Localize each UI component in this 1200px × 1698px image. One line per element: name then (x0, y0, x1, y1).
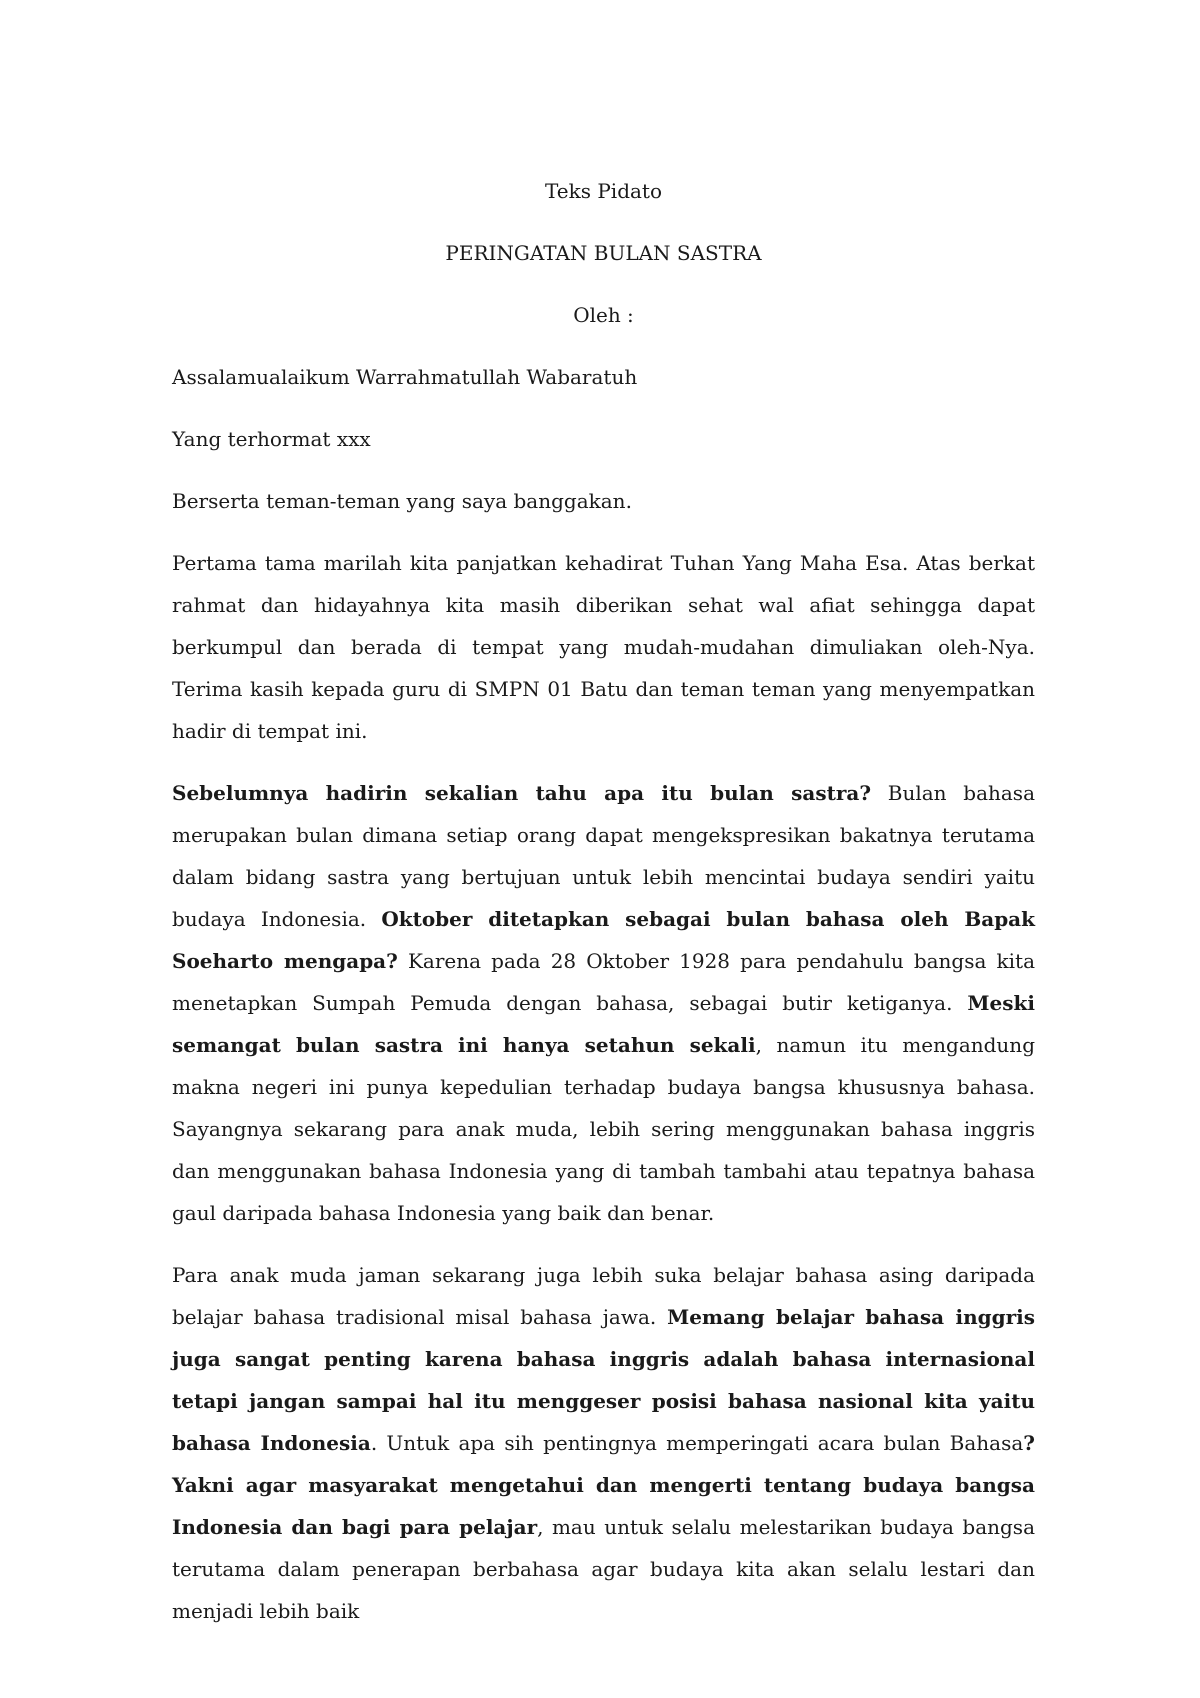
bold-statement: Memang belajar bahasa inggris juga sangat penting karena bahasa inggris adalah bahasa internasional tetapi jangan sampai hal itu menggeser posisi bahasa nasional kita yaitu bahasa Indonesia (172, 1305, 1035, 1455)
text-segment: . Untuk apa sih pentingnya memperingati acara bulan Bahasa (370, 1431, 1024, 1455)
text-segment: , namun itu mengandung makna negeri ini punya kepedulian terhadap budaya bangsa khususnya bahasa. Sayangnya sekarang para anak muda, lebih sering menggunakan bahasa inggris dan menggunakan bahasa Indonesia yang di tambah tambahi atau tepatnya bahasa gaul daripada bahasa Indonesia yang baik dan benar. (172, 1033, 1035, 1225)
bold-question-1: Sebelumnya hadirin sekalian tahu apa itu bulan sastra? (172, 781, 872, 805)
document-body (172, 170, 1035, 1652)
paragraph-opening: Pertama tama marilah kita panjatkan kehadirat Tuhan Yang Maha Esa. Atas berkat rahmat dan hidayahnya kita masih diberikan sehat wal afiat sehingga dapat berkumpul dan berada di tempat yang mudah-mudahan dimuliakan oleh-Nya. Terima kasih kepada guru di SMPN 01 Batu dan teman teman yang menyempatkan hadir di tempat ini. (172, 551, 1035, 743)
text-segment: Bulan bahasa merupakan bulan dimana setiap orang dapat mengekspresikan bakatnya terutama dalam bidang sastra yang bertujuan untuk lebih mencintai budaya sendiri yaitu budaya Indonesia. (172, 781, 1035, 931)
text-segment: Karena pada 28 Oktober 1928 para pendahulu bangsa kita menetapkan Sumpah Pemuda dengan bahasa, sebagai butir ketiganya. (172, 949, 1036, 1015)
greeting-line: Assalamualaikum Warrahmatullah Wabaratuh (172, 365, 638, 389)
companions-line: Berserta teman-teman yang saya banggakan. (172, 489, 632, 513)
text-segment: , mau untuk selalu melestarikan budaya bangsa terutama dalam penerapan berbahasa agar budaya kita akan selalu lestari dan menjadi lebih baik (172, 1515, 1035, 1623)
paragraph-anak-muda (172, 1254, 1035, 1632)
honorific-line: Yang terhormat xxx (172, 427, 371, 451)
paragraph-bulan-sastra (172, 772, 1035, 1234)
bold-statement: Meski semangat bulan sastra ini hanya setahun sekali (172, 991, 1035, 1057)
document-type: Teks Pidato (544, 179, 663, 203)
document-title: PERINGATAN BULAN SASTRA (445, 241, 762, 265)
bold-question-2: Oktober ditetapkan sebagai bulan bahasa oleh Bapak Soeharto mengapa? (172, 907, 1035, 973)
text-segment: Para anak muda jaman sekarang juga lebih suka belajar bahasa asing daripada belajar bahasa tradisional misal bahasa jawa. (172, 1263, 1035, 1329)
author-line: Oleh : (573, 303, 634, 327)
bold-statement: ? Yakni agar masyarakat mengetahui dan mengerti tentang budaya bangsa Indonesia dan bagi para pelajar (172, 1431, 1035, 1539)
